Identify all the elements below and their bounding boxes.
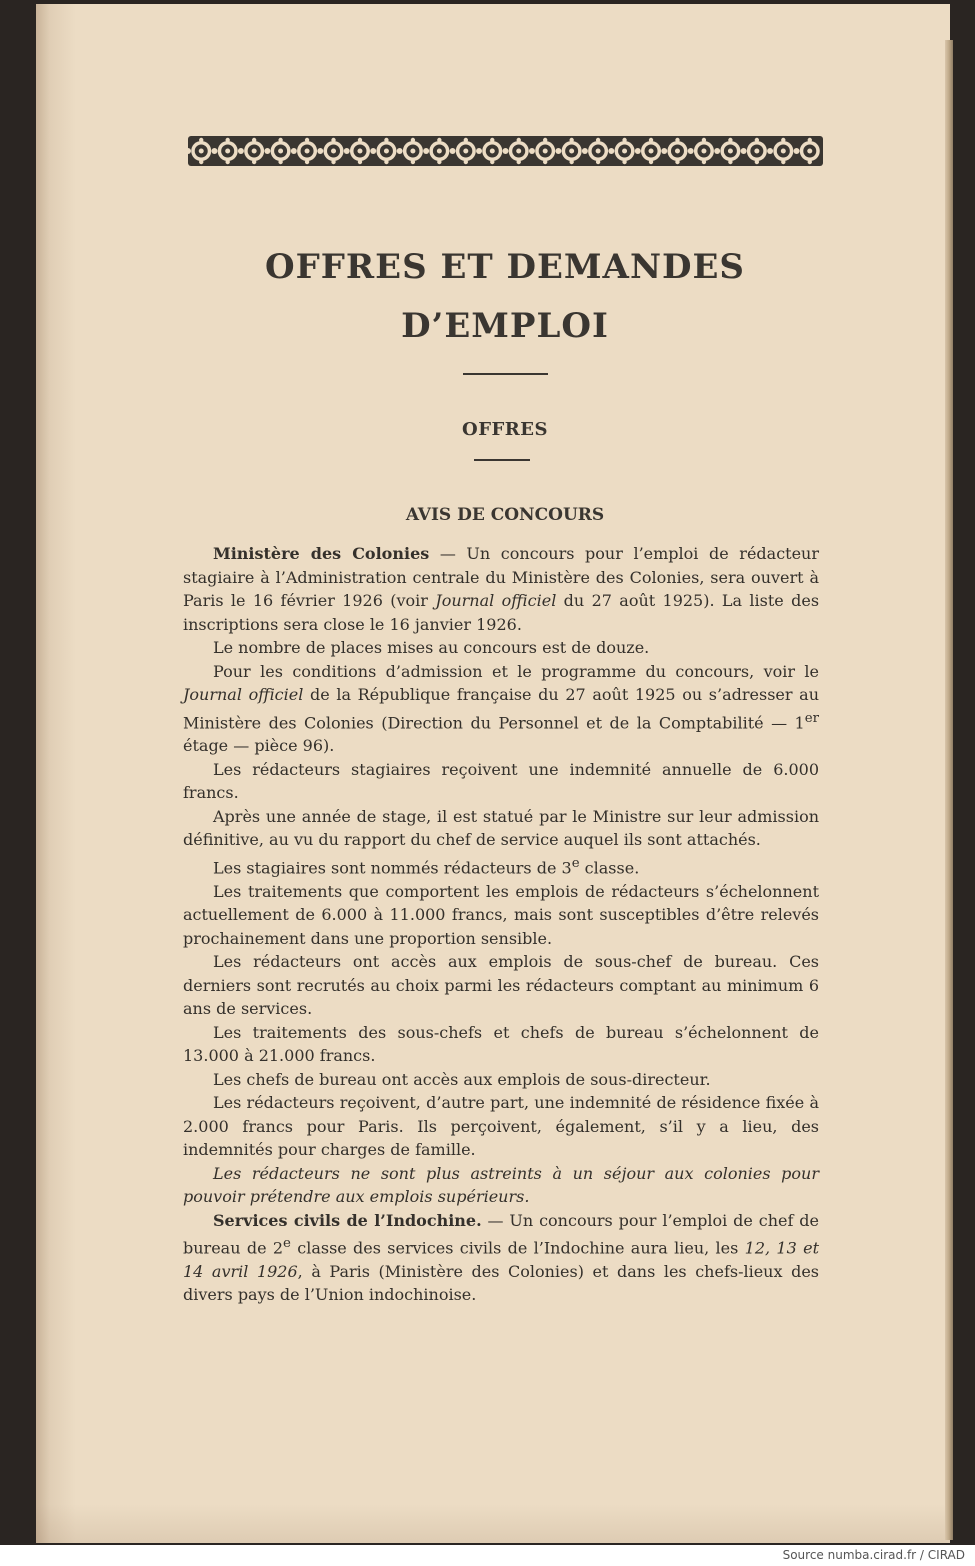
- paragraph-lead: Services civils de l’Indochine.: [213, 1210, 482, 1230]
- ordinal-superscript: er: [804, 710, 819, 726]
- journal-reference: Journal officiel: [183, 685, 304, 704]
- ornamental-border: [188, 135, 823, 167]
- paragraph-indochine: [183, 1209, 819, 1307]
- ordinal-superscript: e: [571, 855, 580, 871]
- title-divider: [463, 373, 548, 375]
- ordinal-superscript: e: [283, 1236, 291, 1252]
- paragraph: Les traitements que comportent les emplois de rédacteurs s’échelonnent actuellement de 6.000 à 11.000 francs, mais sont susceptibles d’être relevés prochainement dans une proportion sensible.: [183, 881, 819, 948]
- source-credit: Source numba.cirad.fr / CIRAD: [782, 1548, 965, 1562]
- paragraph-text: classe.: [579, 858, 640, 878]
- paragraph: [183, 852, 819, 880]
- paragraph: Les rédacteurs ont accès aux emplois de sous-chef de bureau. Ces derniers sont recrutés au choix parmi les rédacteurs comptant au minimum 6 ans de services.: [183, 952, 819, 1019]
- paragraph: [183, 660, 819, 758]
- journal-reference: Journal officiel: [435, 591, 557, 610]
- page-edge: [945, 40, 953, 1540]
- page-title-line-1: OFFRES ET DEMANDES: [265, 247, 745, 287]
- paragraph-text: de la République française du 27 août 1925 ou s’adresser au Ministère des Colonies (Direction du Personnel et de la Comptabilité — 1: [183, 685, 820, 732]
- article-body: [183, 542, 819, 1307]
- paragraph-text: Les stagiaires sont nommés rédacteurs de 3: [213, 858, 572, 878]
- paragraph-lead: Ministère des Colonies: [213, 544, 430, 563]
- paragraph: Les traitements des sous-chefs et chefs de bureau s’échelonnent de 13.000 à 21.000 francs.: [183, 1022, 819, 1066]
- paragraph-text: étage — pièce 96).: [183, 736, 335, 756]
- paragraph-text: — Un concours pour l’emploi de rédacteur stagiaire à l’Administration centrale du Ministère des Colonies, sera ouvert à Paris le 16 février 1926 (voir: [183, 544, 820, 610]
- paragraph-text: — Un concours pour l’emploi de chef de bureau de 2: [183, 1210, 819, 1258]
- paragraph-text: , à Paris (Ministère des Colonies) et dans les chefs-lieux des divers pays de l’Union indochinoise.: [183, 1261, 819, 1305]
- exam-dates: 12, 13 et 14 avril 1926: [183, 1238, 820, 1281]
- paragraph-text: classe des services civils de l’Indochine aura lieu, les: [290, 1238, 745, 1258]
- paragraph: Les rédacteurs reçoivent, d’autre part, une indemnité de résidence fixée à 2.000 francs pour Paris. Ils perçoivent, également, s’il y a lieu, des indemnités pour charges de famille.: [183, 1093, 819, 1160]
- section-heading: OFFRES: [462, 419, 548, 440]
- paragraph: Après une année de stage, il est statué par le Ministre sur leur admission définitive, au vu du rapport du chef de service auquel ils sont attachés.: [183, 806, 819, 850]
- italic-note: Les rédacteurs ne sont plus astreints à un séjour aux colonies pour pouvoir prétendre aux emplois supérieurs.: [183, 1163, 819, 1207]
- paragraph-text: du 27 août 1925). La liste des inscriptions sera close le 16 janvier 1926.: [183, 591, 820, 634]
- page-title-line-2: D’EMPLOI: [401, 306, 609, 346]
- subsection-heading: AVIS DE CONCOURS: [405, 505, 605, 525]
- paragraph: Le nombre de places mises au concours est de douze.: [213, 638, 650, 657]
- paragraph-text: Pour les conditions d’admission et le programme du concours, voir le: [213, 661, 819, 681]
- paragraph: Les rédacteurs stagiaires reçoivent une indemnité annuelle de 6.000 francs.: [183, 759, 819, 803]
- paragraph-italic-note: [183, 1162, 819, 1209]
- paragraph: Les chefs de bureau ont accès aux emplois de sous-directeur.: [213, 1069, 711, 1089]
- paragraph-ministere: [183, 542, 819, 636]
- section-divider: [474, 459, 530, 461]
